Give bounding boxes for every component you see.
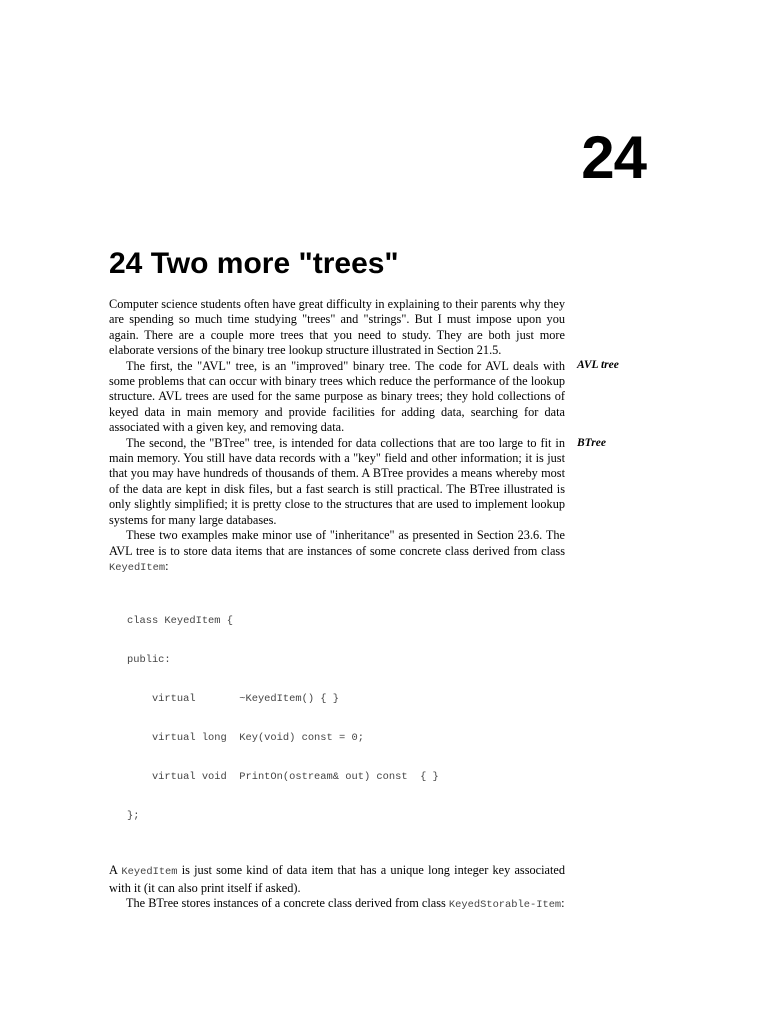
code-line: public: [127, 654, 171, 667]
paragraph-text: The BTree stores instances of a concrete class derived from class [126, 896, 449, 911]
code-line: virtual long Key(void) const = 0; [127, 732, 364, 745]
code-block [127, 589, 565, 849]
margin-note-avl-tree: AVL tree [577, 359, 619, 371]
inline-code: KeyedItem [121, 866, 178, 879]
paragraph-text: A [109, 863, 122, 878]
code-line: virtual ~KeyedItem() { } [127, 693, 340, 706]
body-text [109, 297, 565, 914]
inline-code: KeyedStorable-Item [448, 899, 562, 912]
paragraph-text: is just some kind of data item that has a unique long integer key associated with it (it can also print itself if asked). [109, 863, 565, 895]
inline-code: KeyedItem [109, 561, 166, 574]
paragraph-punctuation: : [165, 558, 169, 573]
chapter-title: 24 Two more "trees" [109, 247, 399, 280]
paragraph-inheritance [109, 528, 565, 576]
margin-note-btree: BTree [577, 437, 606, 449]
paragraph-avl-tree: The first, the "AVL" tree, is an "improved" binary tree. The code for AVL deals with some problems that can occur with binary trees which reduce the performance of the lookup structure. AVL trees are used for the same purpose as binary trees; they hold collections of keyed data in main memory and provide facilities for adding data, searching for data associated with a given key, and removing data. [109, 358, 565, 435]
paragraph-intro: Computer science students often have great difficulty in explaining to their parents why they are spending so much time studying "trees" and "strings". But I must impose upon you again. There are a couple more trees that you need to study. They are both just more elaborate versions of the binary tree lookup structure illustrated in Section 21.5. [109, 297, 565, 358]
paragraph-text: These two examples make minor use of "inheritance" as presented in Section 23.6. The AVL tree is to store data items that are instances of some concrete class derived from class [109, 528, 565, 558]
paragraph-punctuation: : [561, 896, 565, 911]
code-line: class KeyedItem { [127, 615, 234, 628]
paragraph-keyeditem [109, 863, 565, 896]
code-line: }; [127, 810, 140, 823]
paragraph-btree: The second, the "BTree" tree, is intended for data collections that are too large to fit in main memory. You still have data records with a "key" field and other information; it is just that you may have hundreds of thousands of them. A BTree provides a means whereby most of the data are kept in disk files, but a fast search is still practical. The BTree illustrated is only slightly simplified; it is pretty close to the structures that are used to implement lookup systems for many large databases. [109, 435, 565, 527]
code-line: virtual void PrintOn(ostream& out) const { } [127, 771, 439, 784]
paragraph-btree-storage [109, 896, 565, 913]
chapter-number: 24 [581, 124, 646, 191]
